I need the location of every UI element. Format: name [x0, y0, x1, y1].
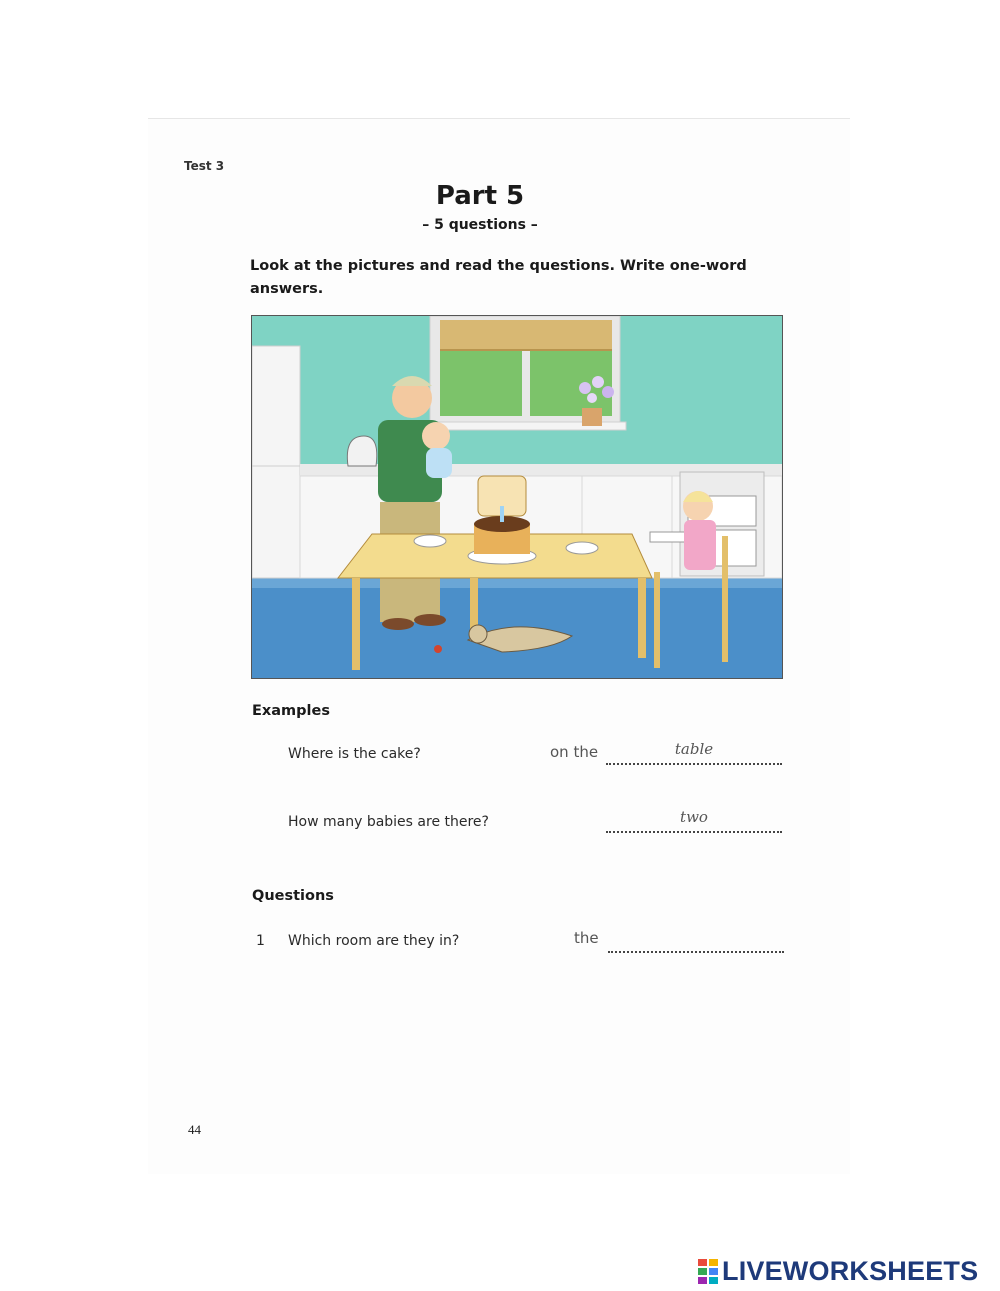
test-label: Test 3	[184, 159, 225, 173]
question-1-prefix: the	[574, 929, 599, 947]
example-1-answer: table	[674, 740, 714, 758]
page-number: 44	[188, 1122, 201, 1137]
worksheet-page	[148, 118, 850, 1174]
part-subtitle: – 5 questions –	[422, 217, 538, 233]
kitchen-scene-illustration	[251, 315, 783, 679]
examples-heading: Examples	[252, 703, 330, 719]
question-1-answer-field[interactable]	[608, 927, 784, 953]
example-1-prefix: on the	[550, 743, 599, 761]
liveworksheets-logo-icon	[697, 1257, 719, 1285]
question-1-text: Which room are they in?	[288, 933, 460, 949]
example-1-answer-line	[606, 739, 782, 765]
questions-heading: Questions	[252, 888, 334, 904]
liveworksheets-brand	[697, 1255, 978, 1287]
example-1-question: Where is the cake?	[288, 746, 421, 762]
example-2-answer-line	[606, 807, 782, 833]
question-1-number: 1	[256, 933, 265, 949]
example-2-question: How many babies are there?	[288, 814, 489, 830]
part-title: Part 5	[435, 181, 525, 211]
brand-name: LIVEWORKSHEETS	[722, 1255, 979, 1286]
example-2-answer: two	[680, 808, 708, 826]
instruction-text: Look at the pictures and read the questions. Write one-word answers.	[250, 258, 747, 297]
